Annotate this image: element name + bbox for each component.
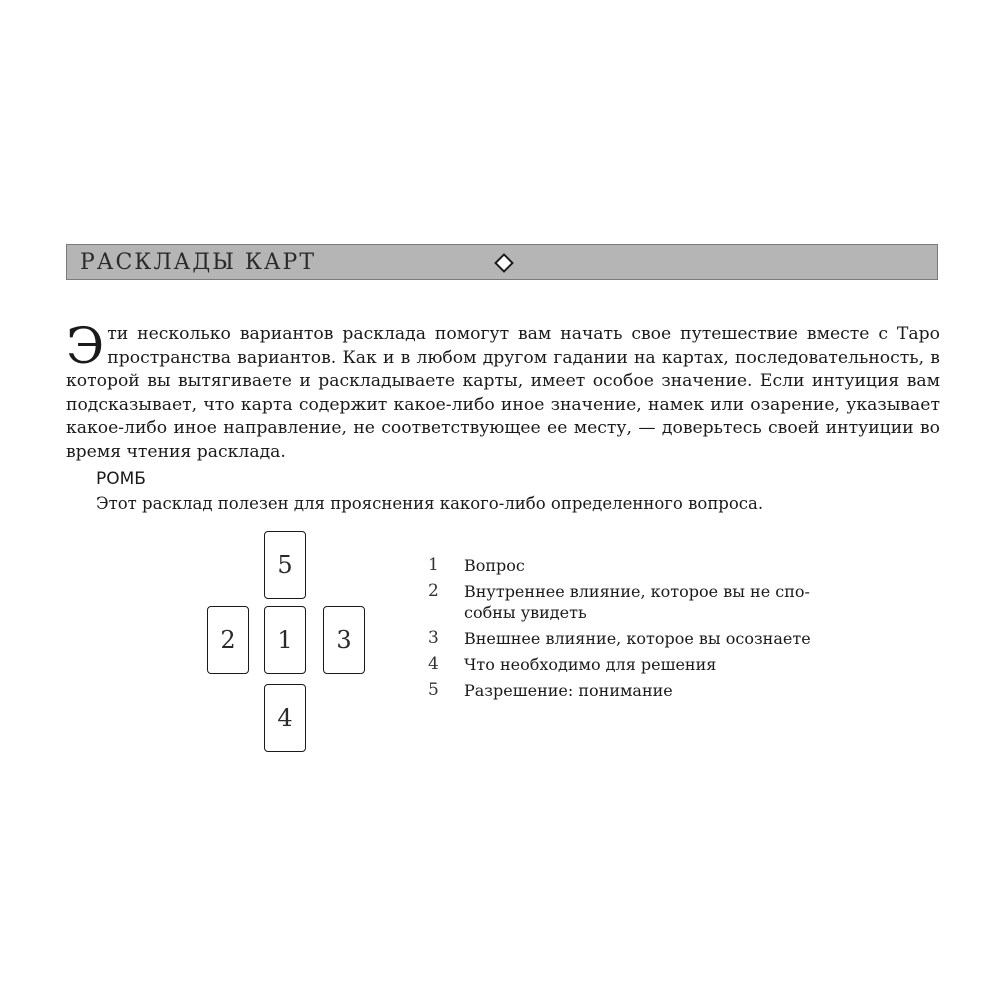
legend-text: Внутреннее влияние, которое вы не спо-собны увидеть [464, 582, 810, 622]
spread-title: РОМБ [96, 469, 146, 489]
legend-text: Вопрос [464, 556, 525, 575]
legend-number: 5 [428, 680, 439, 700]
section-header-bar [66, 244, 938, 280]
legend-number: 4 [428, 654, 439, 674]
legend-item [428, 680, 848, 701]
legend-number: 3 [428, 628, 439, 648]
legend-item [428, 654, 848, 675]
legend-item [428, 555, 848, 576]
card-position-3: 3 [323, 606, 365, 674]
legend-item [428, 581, 848, 623]
section-title: РАСКЛАДЫ КАРТ [80, 250, 317, 275]
card-position-1: 1 [264, 606, 306, 674]
legend-item [428, 628, 848, 649]
intro-paragraph [66, 317, 940, 465]
diamond-icon [494, 253, 514, 273]
legend-number: 1 [428, 555, 439, 575]
intro-text: ти несколько вариантов расклада помогут вам начать свое путешествие вместе с Таро пространства вариантов. Как и в любом другом гадании на картах, последовательность, в которой вы вытягиваете и раскладываете карты, имеет особое значение. Если интуиция вам подсказывает, что карта содержит какое-либо иное значение, намек или озарение, указывает какое-либо иное направление, не соответствующее ее месту, — доверьтесь своей интуиции во время чтения расклада. [66, 324, 940, 462]
position-legend [428, 555, 848, 706]
card-position-5: 5 [264, 531, 306, 599]
legend-number: 2 [428, 581, 439, 601]
card-position-2: 2 [207, 606, 249, 674]
drop-cap: Э [66, 317, 105, 375]
legend-text: Разрешение: понимание [464, 681, 673, 700]
spread-description: Этот расклад полезен для прояснения какого-либо определенного вопроса. [96, 494, 764, 513]
legend-text: Внешнее влияние, которое вы осознаете [464, 629, 811, 648]
legend-text: Что необходимо для решения [464, 655, 717, 674]
card-position-4: 4 [264, 684, 306, 752]
